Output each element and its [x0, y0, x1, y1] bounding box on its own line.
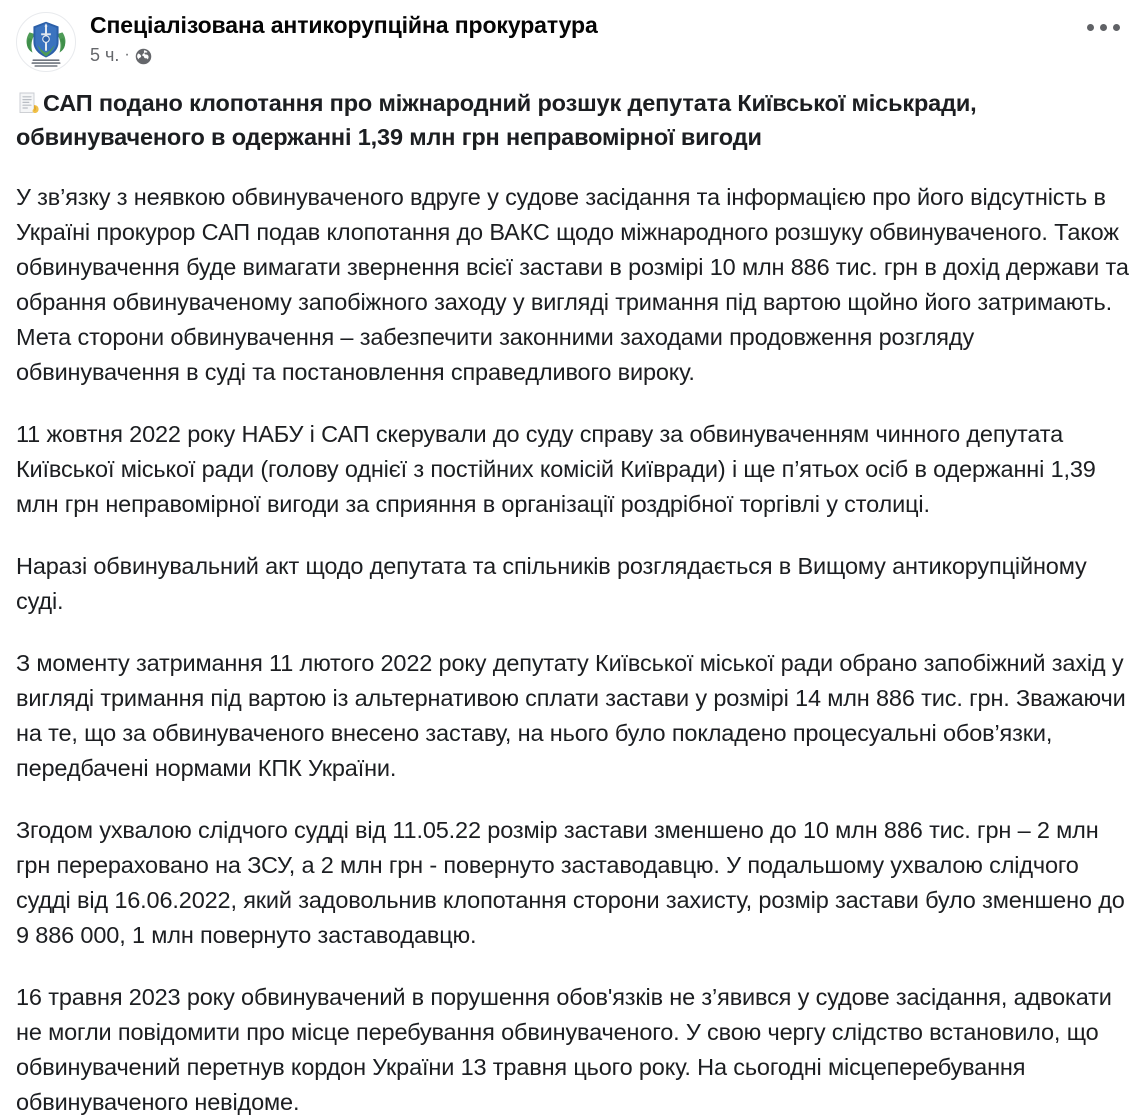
post-paragraph: З моменту затримання 11 лютого 2022 року депутату Київської міської ради обрано запобіжний захід у вигляді тримання під вартою із альтернативою сплати застави у розмірі 14 млн 886 тис. грн. Зважаючи на те, що за обвинуваченого внесено заставу, на нього було покладено процесуальні обов’язки, передбачені нормами КПК України.	[16, 650, 1126, 781]
post-timestamp[interactable]: 5 ч.	[90, 45, 120, 65]
post-paragraph: 16 травня 2023 року обвинувачений в порушення обов'язків не з’явився у судове засідання, адвокати не могли повідомити про місце перебування обвинуваченого. У свою чергу слідство встановило, що обвинувачений перетнув кордон України 13 травня цього року. На сьогодні місцеперебування обвинуваченого невідоме.	[16, 984, 1112, 1115]
meta-separator: ·	[124, 46, 130, 63]
post-meta	[90, 44, 598, 66]
post-paragraph: Наразі обвинувальний акт щодо депутата та спільників розглядається в Вищому антикорупційному суді.	[16, 553, 1087, 614]
post-headline	[16, 86, 1130, 154]
globe-icon[interactable]	[135, 47, 153, 65]
page-with-curl-emoji	[16, 90, 42, 116]
dot	[1113, 24, 1120, 31]
more-options-icon[interactable]	[1087, 24, 1120, 31]
post-paragraph: Згодом ухвалою слідчого судді від 11.05.22 розмір застави зменшено до 10 млн 886 тис. грн – 2 млн грн перераховано на ЗСУ, а 2 млн грн - повернуто заставодавцю. У подальшому ухвалою слідчого судді від 16.06.2022, який задовольнив клопотання сторони захисту, розмір застави було зменшено до 9 886 000, 1 млн повернуто заставодавцю.	[16, 817, 1125, 948]
post-header	[0, 0, 1146, 72]
avatar[interactable]	[16, 12, 76, 72]
page-name[interactable]: Спеціалізована антикорупційна прокуратура	[90, 12, 598, 38]
post-paragraph: 11 жовтня 2022 року НАБУ і САП скерували до суду справу за обвинуваченням чинного депутата Київської міської ради (голову однієї з постійних комісій Київради) і ще п’ятьох осіб в одержанні 1,39 млн грн неправомірної вигоди за сприяння в організації роздрібної торгівлі у столиці.	[16, 421, 1096, 517]
dot	[1100, 24, 1107, 31]
emblem-icon	[17, 13, 75, 71]
dot	[1087, 24, 1094, 31]
headline-text: САП подано клопотання про міжнародний розшук депутата Київської міськради, обвинуваченого в одержанні 1,39 млн грн неправомірної вигоди	[16, 90, 977, 150]
header-text	[90, 10, 598, 66]
post-paragraph: У зв’язку з неявкою обвинуваченого вдруге у судове засідання та інформацією про його відсутність в Україні прокурор САП подав клопотання до ВАКС щодо міжнародного розшуку обвинуваченого. Також обвинувачення буде вимагати звернення всієї застави в розмірі 10 млн 886 тис. грн в дохід держави та обрання обвинуваченому запобіжного заходу у вигляді тримання під вартою щойно його затримають. Мета сторони обвинувачення – забезпечити законними заходами продовження розгляду обвинувачення в суді та постановлення справедливого вироку.	[16, 184, 1129, 385]
post-body	[0, 86, 1146, 1120]
